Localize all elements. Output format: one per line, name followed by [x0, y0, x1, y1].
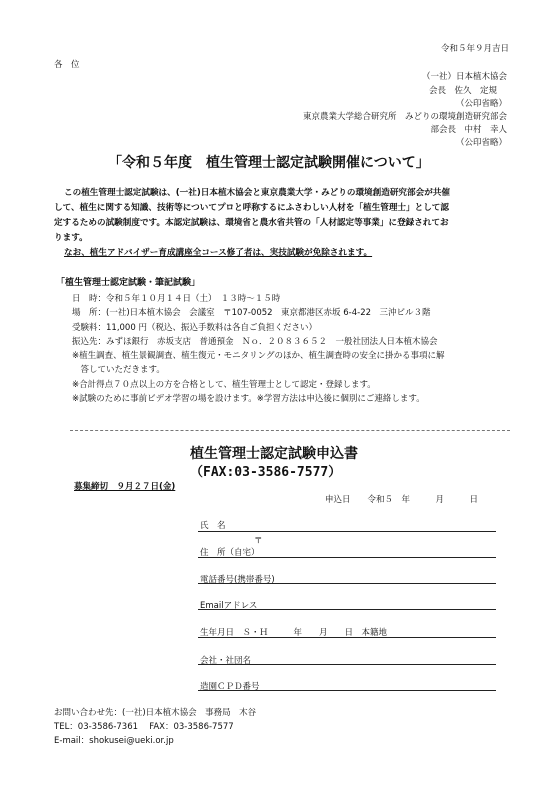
email-field-line[interactable]: [198, 609, 496, 610]
exam-fee: 受験料：11,000 円（税込、振込手数料は各自ご負担ください）: [72, 322, 317, 333]
form-title: 植生管理士認定試験申込書: [190, 446, 358, 462]
name-field-line[interactable]: [198, 531, 496, 532]
addressee: 各 位: [54, 60, 80, 70]
email-label: Emailアドレス: [200, 601, 258, 611]
postal-mark: 〒: [254, 536, 263, 546]
birthdate-field-line[interactable]: [198, 637, 496, 638]
company-label: 会社・社団名: [200, 656, 252, 666]
exam-note: ※試験のために事前ビデオ学習の場を設けます。※学習方法は申込後に個別にご連絡します。: [72, 394, 425, 405]
application-date: 申込日 令和５ 年 月 日: [325, 495, 479, 505]
exam-venue: 場 所：(一社)日本植木協会 会議室 〒107-0052 東京都港区赤坂 6-4-22 三沖ビル３階: [72, 308, 431, 319]
exam-details: [72, 292, 512, 406]
sender-institute: 東京農業大学総合研究所 みどりの環境創造研究部会: [302, 112, 507, 122]
issue-date: 令和５年９月吉日: [440, 44, 509, 54]
address-label: 住 所（自宅）: [200, 548, 260, 558]
exam-note: ※合計得点７０点以上の方を合格として、植生管理士として認定・登録します。: [72, 379, 376, 390]
phone-field-line[interactable]: [198, 583, 496, 584]
sender-seal-note-2: （公印省略）: [455, 138, 507, 148]
intro-line: この植生管理士認定試験は、(一社)日本植木協会と東京農業大学・みどりの環境創造研究部会が共催: [64, 188, 450, 198]
sender-president: 会長 佐久 定規: [428, 86, 497, 96]
sender-org: （一社）日本植木協会: [421, 72, 507, 82]
name-label: 氏 名: [200, 521, 226, 531]
exemption-note: なお、植生アドバイザー育成講座全コース修了者は、実技試験が免除されます。: [64, 248, 373, 258]
intro-line: して、植生に関する知識、技術等についてプロと呼称するにふさわしい人材を「植生管理士」として認: [54, 203, 449, 213]
cpd-field-line[interactable]: [198, 690, 496, 691]
intro-line: ります。: [54, 233, 88, 243]
section-divider: [70, 430, 510, 431]
exam-bank: 振込先：みずほ銀行 赤坂支店 普通預金 Ｎｏ．２０８３６５２ 一般社団法人日本植木協会: [72, 336, 438, 347]
exam-datetime: 日 時：令和５年１０月１４日（土） １３時～１５時: [72, 294, 281, 304]
fax-number: （FAX:03-3586-7577）: [190, 465, 342, 480]
company-field-line[interactable]: [198, 664, 496, 665]
exam-heading: 「植生管理士認定試験・筆記試験」: [56, 278, 201, 288]
exam-note-cont: 答していただきます。: [72, 365, 165, 376]
application-deadline: 募集締切 ９月２７日(金): [74, 482, 176, 492]
address-field-line[interactable]: [198, 557, 496, 558]
document-title: 「令和５年度 植生管理士認定試験開催について」: [108, 155, 430, 171]
sender-chair: 部会長 中村 幸人: [430, 125, 507, 135]
contact-office: お問い合わせ先：(一社)日本植木協会 事務局 木谷: [54, 708, 257, 718]
contact-email[interactable]: E-mail：shokusei@ueki.or.jp: [54, 736, 174, 746]
intro-paragraph: [54, 186, 512, 261]
intro-line: 定するための試験制度です。本認定試験は、環境省と農水省共管の「人材認定等事業」に登録されてお: [54, 218, 449, 228]
contact-phone-fax: TEL：03-3586-7361 FAX：03-3586-7577: [54, 722, 234, 732]
birthdate-label: 生年月日 Ｓ・Ｈ 年 月 日 本籍地: [200, 628, 388, 638]
cpd-label: 造園ＣＰＤ番号: [200, 682, 260, 692]
sender-seal-note-1: （公印省略）: [455, 99, 507, 109]
exam-note: ※植生調査、植生景観調査、植生復元・モニタリングのほか、植生調査時の安全に掛かる事項に解: [72, 351, 445, 362]
phone-label: 電話番号(携帯番号): [200, 575, 275, 585]
